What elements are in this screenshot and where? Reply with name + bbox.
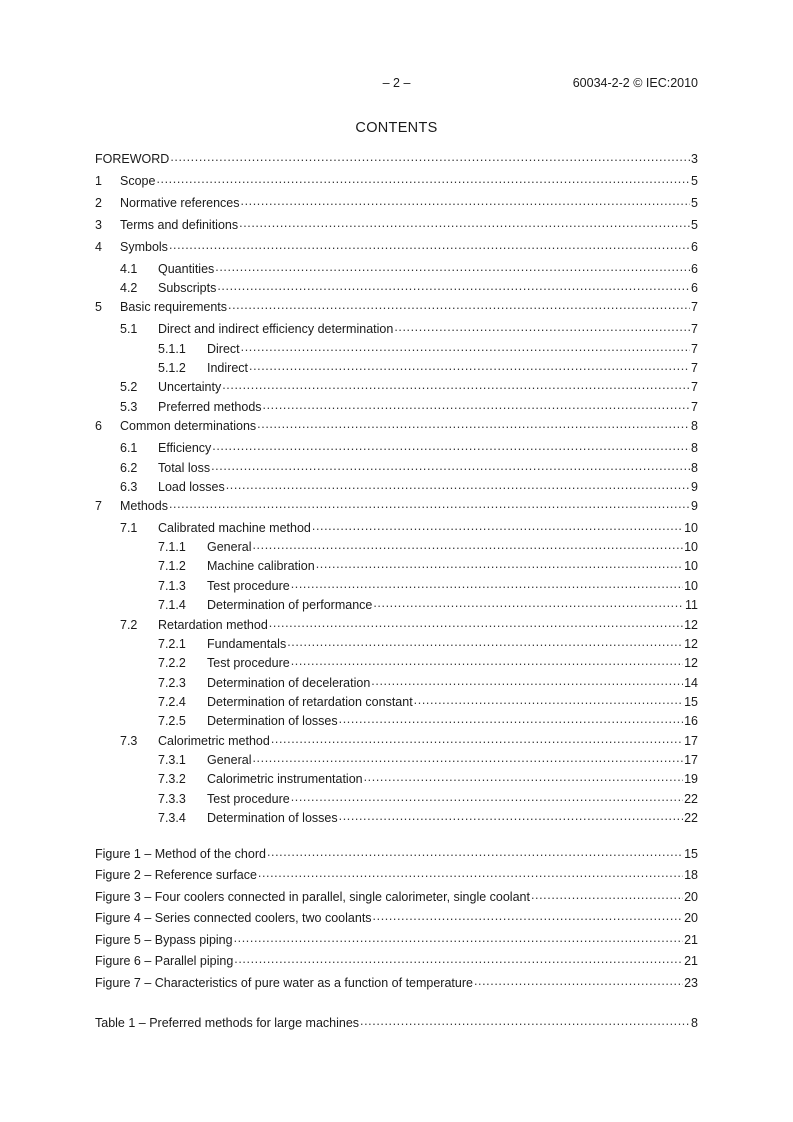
- toc-entry-label: Load losses: [158, 480, 225, 494]
- figure-entry[interactable]: [95, 889, 698, 905]
- toc-entry-label: Figure 7 – Characteristics of pure water as a function of temperature: [95, 976, 473, 990]
- toc-entry[interactable]: [95, 217, 698, 233]
- dot-leader: [312, 518, 683, 534]
- toc-entry[interactable]: [95, 675, 698, 691]
- dot-leader: [252, 537, 683, 553]
- toc-entry[interactable]: [95, 713, 698, 729]
- toc-entry[interactable]: [95, 810, 698, 826]
- toc-entry-label: Test procedure: [207, 579, 290, 593]
- toc-entry-number: 5.1: [120, 322, 138, 336]
- toc-entry[interactable]: [95, 636, 698, 652]
- toc-entry-page: 8: [691, 419, 698, 433]
- toc-entry-page: 15: [684, 695, 698, 709]
- table-entry[interactable]: [95, 1015, 698, 1031]
- dot-leader: [263, 397, 691, 413]
- dot-leader: [360, 1013, 690, 1029]
- toc-entry-label: Direct: [207, 342, 240, 356]
- toc-entry-number: 5.2: [120, 380, 138, 394]
- toc-entry-page: 20: [684, 911, 698, 925]
- dot-leader: [228, 297, 690, 313]
- dot-leader: [394, 319, 690, 335]
- toc-entry-number: 7.2.5: [158, 714, 186, 728]
- toc-entry-page: 10: [684, 540, 698, 554]
- toc-entry-label: Scope: [120, 174, 156, 188]
- toc-entry-page: 18: [684, 868, 698, 882]
- toc-entry[interactable]: [95, 520, 698, 536]
- toc-entry[interactable]: [95, 239, 698, 255]
- dot-leader: [234, 930, 684, 946]
- toc-entry-label: Uncertainty: [158, 380, 222, 394]
- toc-entry-page: 17: [684, 734, 698, 748]
- toc-entry-number: 3: [95, 218, 102, 232]
- toc-entry-label: Retardation method: [158, 618, 268, 632]
- toc-entry[interactable]: [95, 597, 698, 613]
- contents-title: CONTENTS: [355, 120, 438, 136]
- toc-entry-label: Fundamentals: [207, 637, 287, 651]
- toc-entry[interactable]: [95, 341, 698, 357]
- dot-leader: [269, 615, 683, 631]
- dot-leader: [371, 673, 683, 689]
- toc-entry-page: 23: [684, 976, 698, 990]
- toc-entry-page: 5: [691, 196, 698, 210]
- dot-leader: [212, 438, 690, 454]
- dot-leader: [373, 595, 684, 611]
- toc-entry[interactable]: [95, 151, 698, 167]
- figure-entry[interactable]: [95, 846, 698, 862]
- dot-leader: [252, 750, 683, 766]
- toc-entry-page: 10: [684, 559, 698, 573]
- toc-entry-label: Methods: [120, 499, 168, 513]
- toc-entry-page: 12: [684, 637, 698, 651]
- toc-entry-number: 7.2.2: [158, 656, 186, 670]
- toc-entry-number: 2: [95, 196, 102, 210]
- toc-entry[interactable]: [95, 539, 698, 555]
- toc-entry-label: Preferred methods: [158, 400, 262, 414]
- toc-entry-page: 10: [684, 579, 698, 593]
- dot-leader: [364, 769, 683, 785]
- toc-entry-label: Figure 1 – Method of the chord: [95, 847, 266, 861]
- toc-entry-page: 8: [691, 461, 698, 475]
- toc-entry[interactable]: [95, 752, 698, 768]
- toc-entry-number: 4.1: [120, 262, 138, 276]
- toc-entry-number: 7.1: [120, 521, 138, 535]
- dot-leader: [226, 477, 690, 493]
- dot-leader: [211, 458, 690, 474]
- toc-entry-label: Figure 6 – Parallel piping: [95, 954, 234, 968]
- dot-leader: [267, 844, 683, 860]
- toc-entry-page: 6: [691, 240, 698, 254]
- dot-leader: [291, 576, 683, 592]
- toc-entry-number: 7.3.1: [158, 753, 186, 767]
- toc-entry-page: 8: [691, 441, 698, 455]
- dot-leader: [291, 789, 683, 805]
- toc-entry-label: Quantities: [158, 262, 215, 276]
- toc-entry-page: 14: [684, 676, 698, 690]
- toc-entry-label: Test procedure: [207, 792, 290, 806]
- toc-entry[interactable]: [95, 558, 698, 574]
- toc-entry-page: 7: [691, 322, 698, 336]
- toc-entry-number: 7.1.3: [158, 579, 186, 593]
- toc-entry-page: 5: [691, 174, 698, 188]
- toc-entry-page: 22: [684, 811, 698, 825]
- dot-leader: [170, 149, 690, 165]
- toc-entry-label: Total loss: [158, 461, 211, 475]
- toc-entry-page: 19: [684, 772, 698, 786]
- toc-entry-label: Common determinations: [120, 419, 257, 433]
- dot-leader: [257, 416, 690, 432]
- toc-entry-label: Basic requirements: [120, 300, 227, 314]
- toc-entry-number: 7.1.4: [158, 598, 186, 612]
- toc-entry-label: Calorimetric method: [158, 734, 270, 748]
- toc-entry-label: Figure 2 – Reference surface: [95, 868, 257, 882]
- toc-entry-page: 7: [691, 342, 698, 356]
- toc-entry[interactable]: [95, 321, 698, 337]
- toc-entry-page: 20: [684, 890, 698, 904]
- toc-entry-page: 16: [684, 714, 698, 728]
- figure-entry[interactable]: [95, 953, 698, 969]
- dot-leader: [241, 193, 691, 209]
- toc-entry[interactable]: [95, 360, 698, 376]
- page-number: – 2 –: [382, 76, 411, 90]
- toc-entry-label: Figure 3 – Four coolers connected in parallel, single calorimeter, single coolant: [95, 890, 530, 904]
- toc-entry-page: 6: [691, 262, 698, 276]
- toc-entry[interactable]: [95, 733, 698, 749]
- toc-entry-label: Normative references: [120, 196, 240, 210]
- toc-entry-label: Machine calibration: [207, 559, 315, 573]
- toc-entry[interactable]: [95, 440, 698, 456]
- toc-entry-label: Direct and indirect efficiency determination: [158, 322, 394, 336]
- toc-entry-label: Subscripts: [158, 281, 217, 295]
- dot-leader: [239, 215, 690, 231]
- toc-entry-label: Table 1 – Preferred methods for large machines: [95, 1016, 360, 1030]
- dot-leader: [474, 973, 683, 989]
- toc-entry-page: 12: [684, 618, 698, 632]
- dot-leader: [373, 908, 684, 924]
- dot-leader: [271, 731, 683, 747]
- toc-entry-number: 6.2: [120, 461, 138, 475]
- toc-entry-label: Calibrated machine method: [158, 521, 311, 535]
- toc-entry-number: 7: [95, 499, 102, 513]
- toc-entry-page: 7: [691, 361, 698, 375]
- toc-entry-page: 9: [691, 499, 698, 513]
- toc-entry[interactable]: [95, 379, 698, 395]
- toc-entry-number: 1: [95, 174, 102, 188]
- toc-entry[interactable]: [95, 261, 698, 277]
- toc-entry-page: 17: [684, 753, 698, 767]
- toc-entry-page: 7: [691, 300, 698, 314]
- toc-entry-number: 7.2.3: [158, 676, 186, 690]
- toc-entry-page: 12: [684, 656, 698, 670]
- toc-entry-label: FOREWORD: [95, 152, 170, 166]
- toc-entry-page: 6: [691, 281, 698, 295]
- toc-entry-number: 4: [95, 240, 102, 254]
- dot-leader: [169, 237, 690, 253]
- document-reference: 60034-2-2 © IEC:2010: [572, 76, 698, 90]
- dot-leader: [217, 278, 690, 294]
- toc-entry-label: Determination of deceleration: [207, 676, 371, 690]
- toc-entry-number: 7.3.2: [158, 772, 186, 786]
- toc-entry-number: 7.2.4: [158, 695, 186, 709]
- dot-leader: [316, 556, 683, 572]
- dot-leader: [339, 711, 683, 727]
- toc-entry-label: Determination of performance: [207, 598, 373, 612]
- toc-entry-number: 7.3: [120, 734, 138, 748]
- dot-leader: [339, 808, 683, 824]
- toc-entry-page: 9: [691, 480, 698, 494]
- toc-entry-label: Determination of retardation constant: [207, 695, 413, 709]
- toc-entry[interactable]: [95, 173, 698, 189]
- page-header: [95, 76, 698, 94]
- toc-entry-page: 3: [691, 152, 698, 166]
- toc-entry-label: Efficiency: [158, 441, 212, 455]
- dot-leader: [291, 653, 683, 669]
- toc-entry-page: 5: [691, 218, 698, 232]
- toc-entry[interactable]: [95, 498, 698, 514]
- toc-entry-page: 8: [691, 1016, 698, 1030]
- toc-entry[interactable]: [95, 399, 698, 415]
- toc-entry-label: Calorimetric instrumentation: [207, 772, 363, 786]
- toc-entry-page: 21: [684, 933, 698, 947]
- toc-entry-number: 7.3.3: [158, 792, 186, 806]
- toc-entry-number: 5.3: [120, 400, 138, 414]
- toc-entry[interactable]: [95, 299, 698, 315]
- dot-leader: [156, 171, 690, 187]
- toc-entry-number: 6: [95, 419, 102, 433]
- toc-entry-number: 7.3.4: [158, 811, 186, 825]
- toc-entry-page: 22: [684, 792, 698, 806]
- toc-entry-page: 7: [691, 400, 698, 414]
- toc-entry[interactable]: [95, 280, 698, 296]
- toc-entry-label: Determination of losses: [207, 714, 338, 728]
- toc-entry-label: Terms and definitions: [120, 218, 239, 232]
- dot-leader: [258, 865, 683, 881]
- toc-entry-number: 5.1.1: [158, 342, 186, 356]
- toc-entry-label: General: [207, 753, 252, 767]
- toc-entry-number: 7.2: [120, 618, 138, 632]
- figure-entry[interactable]: [95, 867, 698, 883]
- toc-entry-label: Indirect: [207, 361, 248, 375]
- toc-entry-page: 15: [684, 847, 698, 861]
- toc-entry-label: Test procedure: [207, 656, 290, 670]
- toc-entry-number: 5.1.2: [158, 361, 186, 375]
- dot-leader: [222, 377, 690, 393]
- toc-entry-number: 7.2.1: [158, 637, 186, 651]
- toc-entry[interactable]: [95, 617, 698, 633]
- dot-leader: [287, 634, 683, 650]
- dot-leader: [215, 259, 690, 275]
- toc-entry[interactable]: [95, 195, 698, 211]
- toc-entry[interactable]: [95, 479, 698, 495]
- toc-entry-label: Figure 5 – Bypass piping: [95, 933, 233, 947]
- toc-entry-page: 11: [685, 598, 698, 612]
- dot-leader: [249, 358, 690, 374]
- dot-leader: [531, 887, 683, 903]
- toc-entry-number: 5: [95, 300, 102, 314]
- toc-entry[interactable]: [95, 771, 698, 787]
- figure-entry[interactable]: [95, 932, 698, 948]
- toc-entry[interactable]: [95, 655, 698, 671]
- toc-entry-label: Figure 4 – Series connected coolers, two coolants: [95, 911, 372, 925]
- toc-entry-page: 21: [684, 954, 698, 968]
- toc-entry-number: 7.1.1: [158, 540, 186, 554]
- toc-entry-page: 10: [684, 521, 698, 535]
- toc-entry[interactable]: [95, 791, 698, 807]
- toc-entry[interactable]: [95, 460, 698, 476]
- toc-entry-label: Determination of losses: [207, 811, 338, 825]
- dot-leader: [414, 692, 683, 708]
- toc-entry-label: Symbols: [120, 240, 168, 254]
- toc-entry-page: 7: [691, 380, 698, 394]
- toc-entry-number: 4.2: [120, 281, 138, 295]
- toc-entry-number: 6.1: [120, 441, 138, 455]
- figure-entry[interactable]: [95, 910, 698, 926]
- toc-entry-number: 6.3: [120, 480, 138, 494]
- toc-entry[interactable]: [95, 694, 698, 710]
- dot-leader: [169, 496, 690, 512]
- toc-entry-number: 7.1.2: [158, 559, 186, 573]
- figure-entry[interactable]: [95, 975, 698, 991]
- dot-leader: [234, 951, 683, 967]
- dot-leader: [241, 339, 690, 355]
- toc-entry[interactable]: [95, 418, 698, 434]
- toc-entry-label: General: [207, 540, 252, 554]
- toc-entry[interactable]: [95, 578, 698, 594]
